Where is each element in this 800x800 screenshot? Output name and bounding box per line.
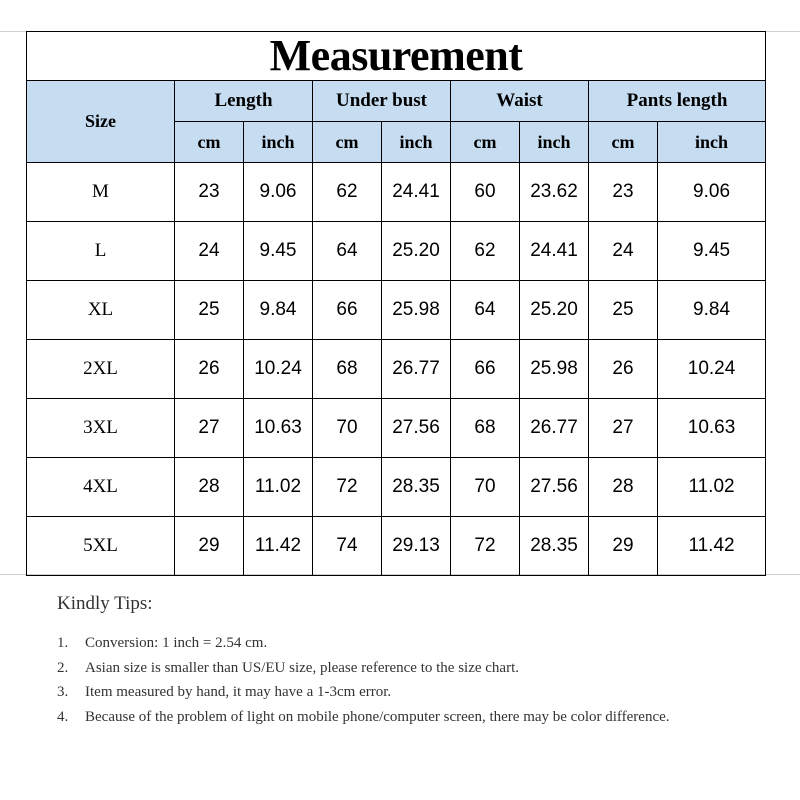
tip-number: 2. bbox=[57, 659, 69, 676]
group-header-length: Length bbox=[175, 81, 313, 122]
measurement-cell: 10.24 bbox=[658, 340, 766, 399]
measurement-cell: 64 bbox=[313, 222, 382, 281]
unit-header: inch bbox=[658, 122, 766, 163]
table-row bbox=[27, 222, 766, 281]
measurement-cell: 29 bbox=[175, 517, 244, 576]
measurement-cell: 29.13 bbox=[382, 517, 451, 576]
table-row bbox=[27, 458, 766, 517]
measurement-cell: 11.42 bbox=[658, 517, 766, 576]
measurement-cell: 10.24 bbox=[244, 340, 313, 399]
size-cell: 2XL bbox=[27, 340, 175, 399]
measurement-cell: 23 bbox=[589, 163, 658, 222]
measurement-cell: 26 bbox=[175, 340, 244, 399]
tip-text: Item measured by hand, it may have a 1-3cm error. bbox=[85, 684, 392, 700]
measurement-cell: 27 bbox=[589, 399, 658, 458]
measurement-cell: 23.62 bbox=[520, 163, 589, 222]
measurement-cell: 23 bbox=[175, 163, 244, 222]
unit-header: cm bbox=[451, 122, 520, 163]
measurement-cell: 25 bbox=[589, 281, 658, 340]
group-header-waist: Waist bbox=[451, 81, 589, 122]
measurement-cell: 9.84 bbox=[658, 281, 766, 340]
table-row bbox=[27, 281, 766, 340]
unit-header: cm bbox=[175, 122, 244, 163]
measurement-cell: 68 bbox=[313, 340, 382, 399]
size-column-header: Size bbox=[27, 81, 175, 163]
measurement-cell: 9.84 bbox=[244, 281, 313, 340]
measurement-cell: 11.42 bbox=[244, 517, 313, 576]
tip-number: 4. bbox=[57, 708, 69, 725]
unit-header: inch bbox=[244, 122, 313, 163]
unit-header: inch bbox=[382, 122, 451, 163]
measurement-cell: 24 bbox=[589, 222, 658, 281]
measurement-cell: 24.41 bbox=[520, 222, 589, 281]
measurement-cell: 25.20 bbox=[382, 222, 451, 281]
table-row bbox=[27, 340, 766, 399]
measurement-cell: 9.06 bbox=[658, 163, 766, 222]
measurement-cell: 26.77 bbox=[382, 340, 451, 399]
measurement-cell: 11.02 bbox=[244, 458, 313, 517]
tip-item bbox=[57, 705, 757, 730]
measurement-cell: 27.56 bbox=[520, 458, 589, 517]
unit-header: cm bbox=[313, 122, 382, 163]
tip-number: 3. bbox=[57, 684, 69, 700]
table-row bbox=[27, 517, 766, 576]
measurement-cell: 25.20 bbox=[520, 281, 589, 340]
group-header-pants-length: Pants length bbox=[589, 81, 766, 122]
unit-header: inch bbox=[520, 122, 589, 163]
table-row bbox=[27, 163, 766, 222]
measurement-cell: 70 bbox=[313, 399, 382, 458]
size-chart-table bbox=[26, 31, 766, 576]
measurement-cell: 60 bbox=[451, 163, 520, 222]
measurement-cell: 28 bbox=[175, 458, 244, 517]
measurement-cell: 66 bbox=[313, 281, 382, 340]
size-cell: 4XL bbox=[27, 458, 175, 517]
tip-text: Because of the problem of light on mobile phone/computer screen, there may be color difference. bbox=[85, 708, 670, 725]
measurement-cell: 9.45 bbox=[244, 222, 313, 281]
size-cell: 3XL bbox=[27, 399, 175, 458]
table-row bbox=[27, 399, 766, 458]
measurement-cell: 24.41 bbox=[382, 163, 451, 222]
measurement-cell: 28 bbox=[589, 458, 658, 517]
size-cell: 5XL bbox=[27, 517, 175, 576]
tips-list bbox=[57, 631, 757, 729]
tip-number: 1. bbox=[57, 635, 69, 651]
measurement-cell: 72 bbox=[451, 517, 520, 576]
size-cell: M bbox=[27, 163, 175, 222]
tip-item bbox=[57, 631, 757, 656]
measurement-cell: 11.02 bbox=[658, 458, 766, 517]
measurement-cell: 10.63 bbox=[658, 399, 766, 458]
size-cell: L bbox=[27, 222, 175, 281]
measurement-cell: 25.98 bbox=[382, 281, 451, 340]
measurement-cell: 9.06 bbox=[244, 163, 313, 222]
measurement-cell: 28.35 bbox=[520, 517, 589, 576]
chart-title: Measurement bbox=[27, 32, 766, 81]
measurement-cell: 27.56 bbox=[382, 399, 451, 458]
measurement-cell: 72 bbox=[313, 458, 382, 517]
measurement-cell: 28.35 bbox=[382, 458, 451, 517]
tip-item bbox=[57, 656, 757, 681]
measurement-cell: 24 bbox=[175, 222, 244, 281]
tip-text: Conversion: 1 inch = 2.54 cm. bbox=[85, 635, 268, 651]
measurement-cell: 25.98 bbox=[520, 340, 589, 399]
tip-item bbox=[57, 680, 757, 705]
measurement-cell: 9.45 bbox=[658, 222, 766, 281]
measurement-cell: 62 bbox=[451, 222, 520, 281]
measurement-cell: 68 bbox=[451, 399, 520, 458]
measurement-cell: 27 bbox=[175, 399, 244, 458]
measurement-cell: 29 bbox=[589, 517, 658, 576]
kindly-tips bbox=[57, 593, 757, 729]
measurement-cell: 70 bbox=[451, 458, 520, 517]
measurement-cell: 26 bbox=[589, 340, 658, 399]
group-header-under-bust: Under bust bbox=[313, 81, 451, 122]
measurement-cell: 26.77 bbox=[520, 399, 589, 458]
unit-header: cm bbox=[589, 122, 658, 163]
tips-title: Kindly Tips: bbox=[57, 593, 153, 614]
measurement-cell: 64 bbox=[451, 281, 520, 340]
tip-text: Asian size is smaller than US/EU size, please reference to the size chart. bbox=[85, 659, 519, 676]
measurement-cell: 10.63 bbox=[244, 399, 313, 458]
measurement-cell: 74 bbox=[313, 517, 382, 576]
measurement-cell: 66 bbox=[451, 340, 520, 399]
measurement-cell: 62 bbox=[313, 163, 382, 222]
measurement-cell: 25 bbox=[175, 281, 244, 340]
size-cell: XL bbox=[27, 281, 175, 340]
